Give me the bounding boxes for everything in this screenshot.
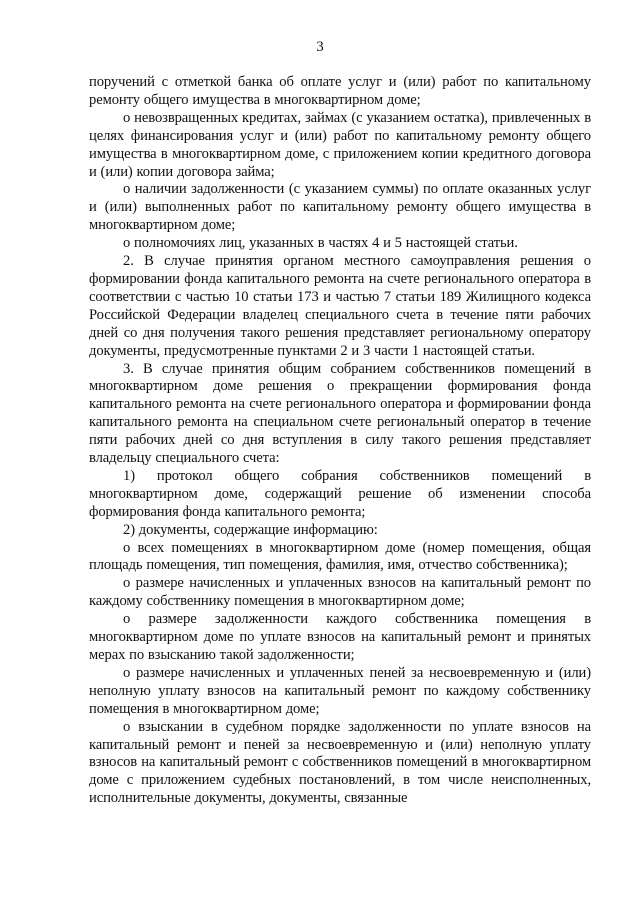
paragraph: о размере начисленных и уплаченных пеней за несвоевременную и (или) неполную уплату взносов на капитальный ремонт по каждому собственнику помещения в многоквартирном доме; <box>89 664 591 717</box>
paragraph: поручений с отметкой банка об оплате услуг и (или) работ по капитальному ремонту общего имущества в многоквартирном доме; <box>89 74 591 108</box>
paragraph: 2) документы, содержащие информацию: <box>123 521 378 538</box>
document-body <box>89 74 591 808</box>
paragraph: 2. В случае принятия органом местного самоуправления решения о формировании фонда капитального ремонта на счете регионального оператора в соответствии с частью 10 статьи 173 и частью 7 статьи 189 Жилищного кодекса Российской Федерации владелец специального счета в течение пяти рабочих дней со дня получения такого решения представляет региональному оператору документы, предусмотренные пунктами 2 и 3 части 1 настоящей статьи. <box>89 253 591 359</box>
paragraph: о размере задолженности каждого собственника помещения в многоквартирном доме по уплате взносов на капитальный ремонт и принятых мерах по взысканию такой задолженности; <box>89 611 591 663</box>
paragraph: о полномочиях лиц, указанных в частях 4 и 5 настоящей статьи. <box>123 235 518 252</box>
paragraph: о невозвращенных кредитах, займах (с указанием остатка), привлеченных в целях финансирования услуг и (или) работ по капитальному ремонту общего имущества в многоквартирном доме, с приложением копии кредитного договора и (или) копии договора займа; <box>89 109 591 180</box>
paragraph: о наличии задолженности (с указанием суммы) по оплате оказанных услуг и (или) выполненных работ по капитальному ремонту общего имущества в многоквартирном доме; <box>89 181 591 234</box>
page-number: 3 <box>316 39 324 55</box>
paragraph: 3. В случае принятия общим собранием собственников помещений в многоквартирном доме решения о прекращении формирования фонда капитального ремонта на счете регионального оператора и формировании фонда капитального ремонта на специальном счете региональный оператор в течение пяти рабочих дней со дня вступления в силу такого решения представляет владельцу специального счета: <box>89 360 591 467</box>
paragraph: о размере начисленных и уплаченных взносов на капитальный ремонт по каждому собственнику помещения в многоквартирном доме; <box>89 575 591 610</box>
paragraph: 1) протокол общего собрания собственников помещений в многоквартирном доме, содержащий решение об изменении способа формирования фонда капитального ремонта; <box>89 467 591 520</box>
paragraph: о взыскании в судебном порядке задолженности по уплате взносов на капитальный ремонт и пеней за несвоевременную и (или) неполную уплату взносов на капитальный ремонт с собственников помещений в многоквартирном доме с приложением судебных постановлений, в том числе неисполненных, исполнительные документы, документы, связанные <box>89 718 591 807</box>
paragraph: о всех помещениях в многоквартирном доме (номер помещения, общая площадь помещения, тип помещения, фамилия, имя, отчество собственника); <box>89 539 591 574</box>
